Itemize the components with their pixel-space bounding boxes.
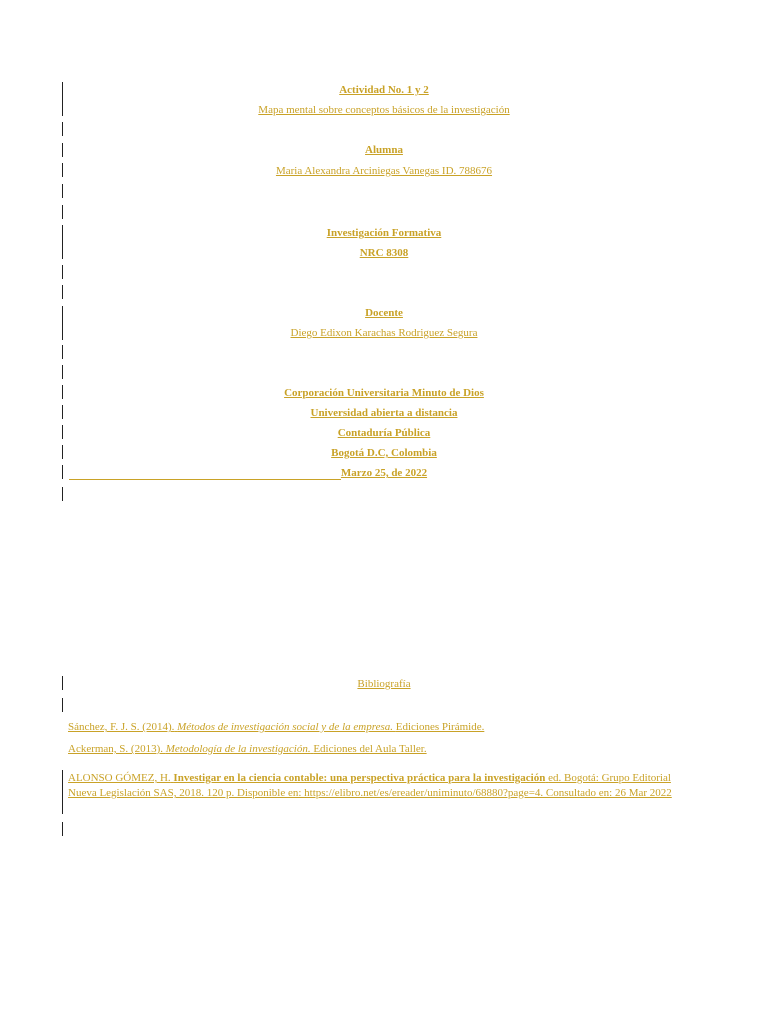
reference-3-details: ed. Bogotá: Grupo Editorial Nueva Legislación SAS, 2018. 120 p. Disponible en: https://elibro.net/es/ereader/uniminuto/68880?page=4. Consultado en: 26 Mar 2022 (68, 772, 672, 799)
reference-1-title: Métodos de investigación social y de la empresa. (177, 721, 393, 733)
reference-2-title: Metodología de la investigación. (165, 743, 311, 755)
margin-bar (62, 365, 63, 379)
student-label: Alumna (365, 144, 403, 156)
reference-3-title: Investigar en la ciencia contable: una perspectiva práctica para la investigación (173, 772, 546, 784)
teacher-label: Docente (365, 307, 403, 319)
reference-2-authors: Ackerman, S. (2013). (68, 743, 164, 755)
margin-bar (62, 285, 63, 299)
margin-bar (62, 822, 63, 836)
margin-bar (62, 345, 63, 359)
institution-modality: Universidad abierta a distancia (310, 407, 458, 419)
course-nrc: NRC 8308 (359, 247, 409, 259)
reference-1 (68, 720, 693, 735)
cover-date: Marzo 25, de 2022 (340, 467, 428, 479)
reference-3 (68, 771, 693, 801)
reference-2 (68, 742, 693, 757)
margin-bar (62, 698, 63, 712)
institution-name: Corporación Universitaria Minuto de Dios (284, 387, 484, 399)
activity-title: Actividad No. 1 y 2 (339, 84, 429, 96)
bibliography-heading: Bibliografía (357, 678, 411, 690)
teacher-name: Diego Edixon Karachas Rodriguez Segura (290, 327, 478, 339)
program-name: Contaduría Pública (337, 427, 431, 439)
course-name: Investigación Formativa (326, 227, 442, 239)
city: Bogotá D.C, Colombia (331, 447, 437, 459)
reference-1-publisher: Ediciones Pirámide. (395, 721, 485, 733)
margin-bar (62, 184, 63, 198)
student-name: Maria Alexandra Arciniegas Vanegas ID. 788676 (275, 165, 493, 177)
margin-bar (62, 205, 63, 219)
reference-1-authors: Sánchez, F. J. S. (2014). (68, 721, 175, 733)
reference-3-authors: ALONSO GÓMEZ, H. (68, 772, 171, 784)
margin-bar (62, 487, 63, 501)
margin-bar (62, 265, 63, 279)
margin-bar (62, 770, 63, 814)
margin-bar (62, 122, 63, 136)
reference-2-publisher: Ediciones del Aula Taller. (313, 743, 427, 755)
activity-subtitle: Mapa mental sobre conceptos básicos de la investigación (258, 104, 510, 116)
